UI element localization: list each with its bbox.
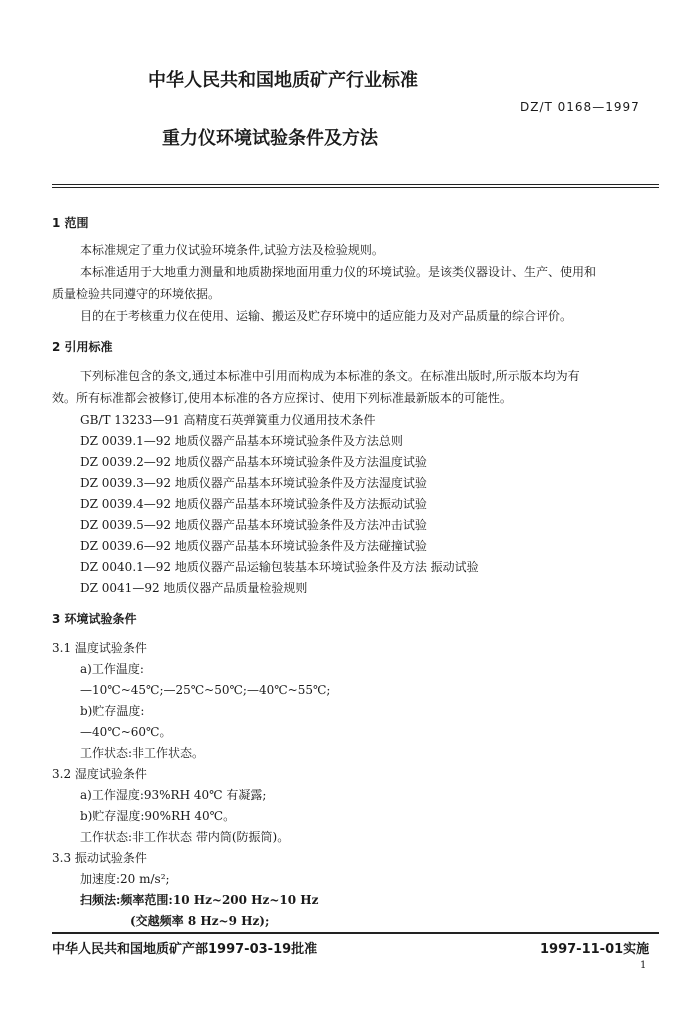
section-1-para-2-line-2: 质量检验共同遵守的环境依据。 <box>52 287 221 301</box>
reference-item: DZ 0041—92 地质仪器产品质量检验规则 <box>80 581 308 595</box>
vibration-acceleration: 加速度:20 m/s²; <box>80 872 170 886</box>
reference-item: DZ 0039.4—92 地质仪器产品基本环境试验条件及方法振动试验 <box>80 497 427 511</box>
reference-item: GB/T 13233—91 高精度石英弹簧重力仪通用技术条件 <box>80 413 376 427</box>
reference-item: DZ 0039.3—92 地质仪器产品基本环境试验条件及方法湿度试验 <box>80 476 427 490</box>
reference-item: DZ 0039.1—92 地质仪器产品基本环境试验条件及方法总则 <box>80 434 403 448</box>
storage-humidity: b)贮存湿度:90%RH 40℃。 <box>80 809 236 823</box>
temperature-working-state: 工作状态:非工作状态。 <box>80 746 205 760</box>
section-1-heading: 1 范围 <box>52 216 89 230</box>
section-3-2-heading: 3.2 湿度试验条件 <box>52 767 147 781</box>
section-3-1-heading: 3.1 温度试验条件 <box>52 641 147 655</box>
reference-item: DZ 0039.2—92 地质仪器产品基本环境试验条件及方法温度试验 <box>80 455 427 469</box>
section-2-heading: 2 引用标准 <box>52 340 113 354</box>
humidity-working-state: 工作状态:非工作状态 带内筒(防振筒)。 <box>80 830 290 844</box>
vibration-crossover: (交越频率 8 Hz~9 Hz); <box>130 914 270 928</box>
reference-item: DZ 0039.5—92 地质仪器产品基本环境试验条件及方法冲击试验 <box>80 518 427 532</box>
document-title: 重力仪环境试验条件及方法 <box>162 128 378 149</box>
section-2-para-line-2: 效。所有标准都会被修订,使用本标准的各方应探讨、使用下列标准最新版本的可能性。 <box>52 391 512 405</box>
reference-item: DZ 0039.6—92 地质仪器产品基本环境试验条件及方法碰撞试验 <box>80 539 427 553</box>
vibration-sweep: 扫频法:频率范围:10 Hz~200 Hz~10 Hz <box>80 893 319 907</box>
section-1-para-2-line-1: 本标准适用于大地重力测量和地质勘探地面用重力仪的环境试验。是该类仪器设计、生产、使用和 <box>80 265 597 279</box>
section-1-para-1: 本标准规定了重力仪试验环境条件,试验方法及检验规则。 <box>80 243 384 257</box>
section-3-heading: 3 环境试验条件 <box>52 612 137 626</box>
section-3-3-heading: 3.3 振动试验条件 <box>52 851 147 865</box>
working-temperature-value: —10℃~45℃;—25℃~50℃;—40℃~55℃; <box>80 683 331 697</box>
org-title: 中华人民共和国地质矿产行业标准 <box>148 70 418 91</box>
header-rule-1 <box>52 184 659 185</box>
section-1-para-3: 目的在于考核重力仪在使用、运输、搬运及贮存环境中的适应能力及对产品质量的综合评价。 <box>80 309 573 323</box>
footer-rule <box>52 932 659 934</box>
header-rule-2 <box>52 187 659 188</box>
effective-date: 1997-11-01实施 <box>540 942 650 957</box>
storage-temperature-value: —40℃~60℃。 <box>80 725 172 739</box>
page-number: 1 <box>640 960 647 971</box>
approval-statement: 中华人民共和国地质矿产部1997-03-19批准 <box>52 942 318 957</box>
working-temperature-label: a)工作温度: <box>80 662 144 676</box>
reference-item: DZ 0040.1—92 地质仪器产品运输包装基本环境试验条件及方法 振动试验 <box>80 560 479 574</box>
working-humidity: a)工作湿度:93%RH 40℃ 有凝露; <box>80 788 267 802</box>
section-2-para-line-1: 下列标准包含的条文,通过本标准中引用而构成为本标准的条文。在标准出版时,所示版本均为有 <box>80 369 580 383</box>
standard-code: DZ/T 0168—1997 <box>520 100 640 114</box>
storage-temperature-label: b)贮存温度: <box>80 704 145 718</box>
